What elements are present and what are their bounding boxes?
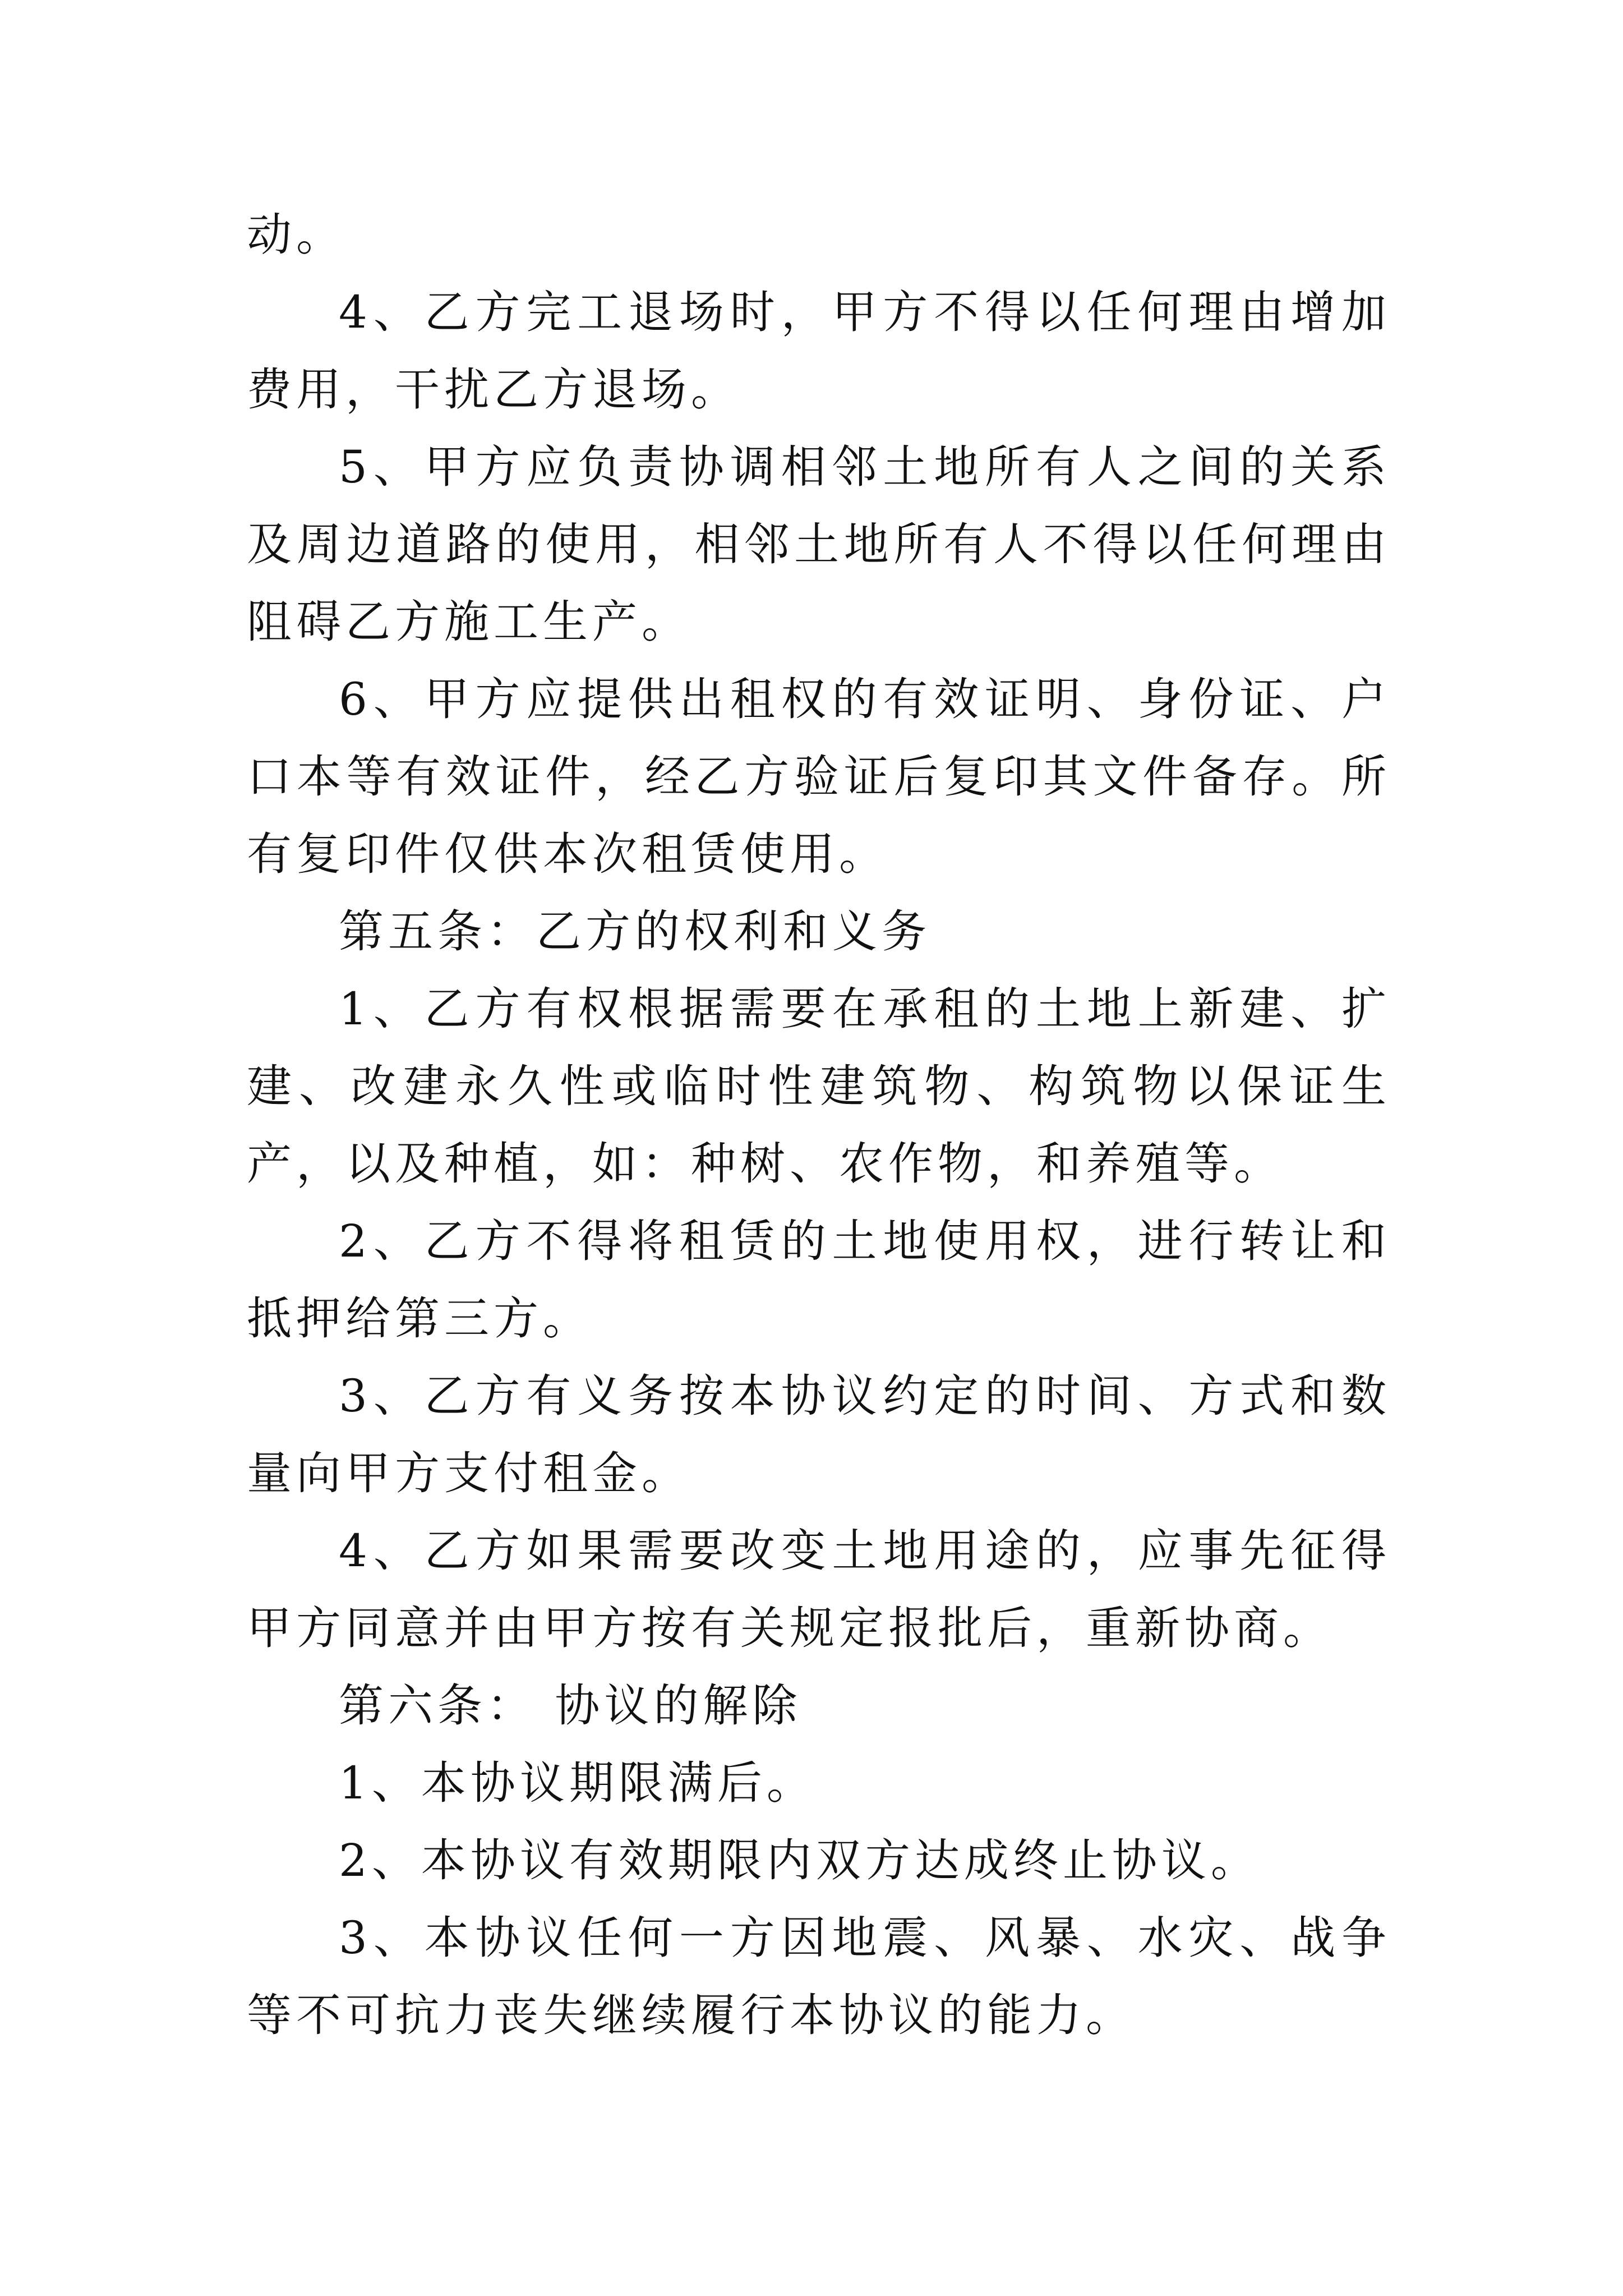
heading-article-6: 第六条： 协议的解除 xyxy=(339,1680,802,1732)
paragraph-article-5-item-2: 2、乙方不得将租赁的土地使用权，进行转让和抵押给第三方。 xyxy=(247,1215,1391,1345)
paragraph-article-5-item-1: 1、乙方有权根据需要在承租的土地上新建、扩建、改建永久性或临时性建筑物、构筑物以保证生产，以及种植，如：种树、农作物，和养殖等。 xyxy=(247,983,1391,1190)
paragraph-article-5-item-3: 3、乙方有义务按本协议约定的时间、方式和数量向甲方支付租金。 xyxy=(247,1370,1391,1499)
document-body xyxy=(247,196,1391,2054)
paragraph-clause-4-item-4: 4、乙方完工退场时，甲方不得以任何理由增加费用，干扰乙方退场。 xyxy=(247,286,1391,416)
paragraph-article-6-item-3: 3、本协议任何一方因地震、风暴、水灾、战争等不可抗力丧失继续履行本协议的能力。 xyxy=(247,1912,1391,2041)
paragraph-article-5-item-4: 4、乙方如果需要改变土地用途的，应事先征得甲方同意并由甲方按有关规定报批后，重新协商。 xyxy=(247,1525,1391,1654)
paragraph-article-6-item-2: 2、本协议有效期限内双方达成终止协议。 xyxy=(339,1834,1260,1887)
paragraph-clause-4-item-5: 5、甲方应负责协调相邻土地所有人之间的关系及周边道路的使用，相邻土地所有人不得以任何理由阻碍乙方施工生产。 xyxy=(247,441,1391,648)
paragraph-continuation: 动。 xyxy=(247,209,345,261)
paragraph-clause-4-item-6: 6、甲方应提供出租权的有效证明、身份证、户口本等有效证件，经乙方验证后复印其文件备存。所有复印件仅供本次租赁使用。 xyxy=(247,673,1391,880)
heading-article-5: 第五条：乙方的权利和义务 xyxy=(339,905,931,958)
paragraph-article-6-item-1: 1、本协议期限满后。 xyxy=(339,1757,816,1809)
